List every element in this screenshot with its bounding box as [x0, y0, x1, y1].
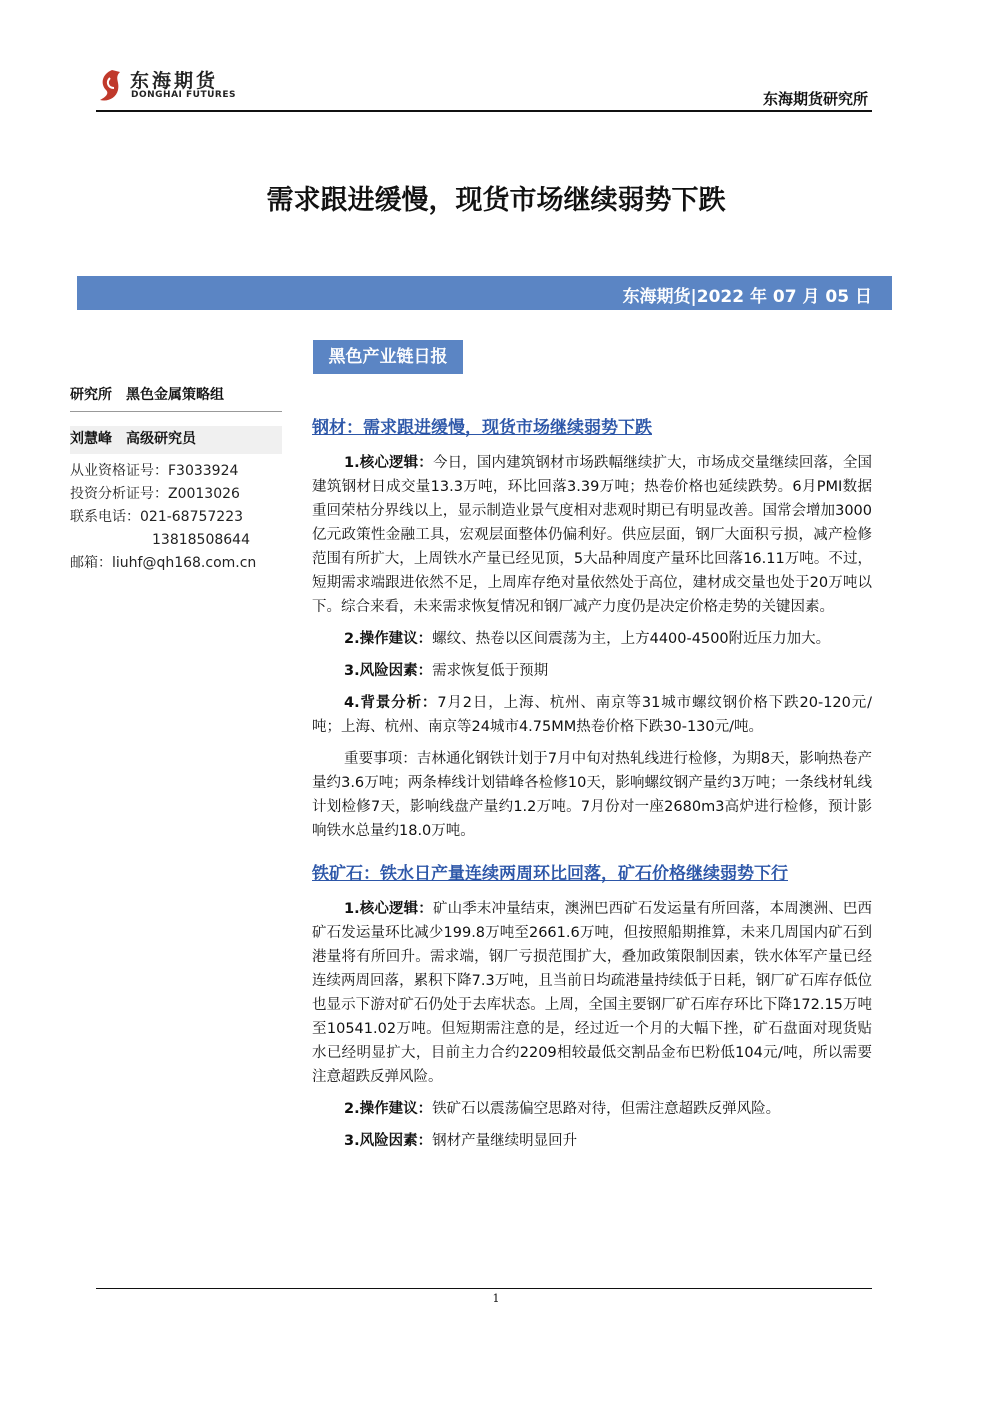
paragraph-text: 螺纹、热卷以区间震荡为主，上方4400-4500附近压力加大。	[432, 631, 831, 647]
header-institute: 东海期货研究所	[762, 90, 868, 108]
paragraph-label: 1.核心逻辑：	[344, 455, 433, 471]
paragraph-label: 4.背景分析：	[344, 695, 438, 711]
steel-risk-factors	[312, 659, 872, 683]
qualification-number: 从业资格证号：F3033924	[70, 463, 239, 479]
steel-core-logic	[312, 451, 872, 619]
paragraph-text: 铁矿石以震荡偏空思路对待，但需注意超跌反弹风险。	[432, 1101, 781, 1117]
analyst-name: 刘慧峰 高级研究员	[70, 426, 282, 454]
page-title: 需求跟进缓慢，现货市场继续弱势下跌	[266, 185, 726, 216]
paragraph-text: 今日，国内建筑钢材市场跌幅继续扩大，市场成交量继续回落，全国建筑钢材日成交量13.3万吨，环比回落3.39万吨；热卷价格也延续跌势。6月PMI数据重回荣枯分界线以上，显示制造业景气度相对悲观时期已有明显改善。国常会增加3000亿元政策性金融工具，宏观层面整体仍偏利好。供应层面，钢厂大面积亏损，减产检修范围有所扩大，上周铁水产量已经见顶，5大品种周度产量环比回落16.11万吨。不过，短期需求端跟进依然不足，上周库存绝对量依然处于高位，建材成交量也处于20万吨以下。综合来看，未来需求恢复情况和钢厂减产力度仍是决定价格走势的关键因素。	[312, 455, 872, 615]
footer-divider	[96, 1288, 872, 1289]
section-title-steel: 钢材：需求跟进缓慢，现货市场继续弱势下跌	[312, 418, 652, 438]
ore-operation-advice	[312, 1097, 872, 1121]
logo-text-cn: 东海期货	[130, 70, 219, 92]
email-address: 邮箱：liuhf@qh168.com.cn	[70, 555, 257, 571]
paragraph-label: 2.操作建议：	[344, 1101, 433, 1117]
steel-operation-advice	[312, 627, 872, 651]
page-number: 1	[492, 1292, 500, 1305]
report-type-tag: 黑色产业链日报	[313, 340, 463, 374]
investment-certificate: 投资分析证号：Z0013026	[70, 486, 240, 502]
date-banner	[77, 276, 892, 310]
logo-emblem-icon	[96, 66, 128, 106]
analyst-sidebar	[70, 383, 282, 575]
steel-background	[312, 691, 872, 739]
report-body	[312, 415, 872, 1153]
steel-important-events	[312, 747, 872, 843]
ore-risk-factors	[312, 1129, 872, 1153]
research-team: 研究所 黑色金属策略组	[70, 383, 282, 412]
phone-number: 联系电话：021-68757223	[70, 509, 244, 525]
paragraph-text: 需求恢复低于预期	[432, 663, 549, 679]
logo-text-en: DONGHAI FUTURES	[131, 90, 236, 100]
paragraph-label: 1.核心逻辑：	[344, 901, 433, 917]
paragraph-label: 3.风险因素：	[344, 1133, 433, 1149]
header-divider	[96, 110, 872, 112]
ore-core-logic	[312, 897, 872, 1089]
paragraph-text: 钢材产量继续明显回升	[432, 1133, 578, 1149]
paragraph-label: 2.操作建议：	[344, 631, 433, 647]
date-text: 东海期货|2022 年 07 月 05 日	[622, 287, 872, 307]
paragraph-text: 重要事项：吉林通化钢铁计划于7月中旬对热轧线进行检修，为期8天，影响热卷产量约3.6万吨；两条棒线计划错峰各检修10天，影响螺纹钢产量约3万吨；一条线材轧线计划检修7天，影响线盘产量约1.2万吨。7月份对一座2680m3高炉进行检修，预计影响铁水总量约18.0万吨。	[312, 751, 872, 839]
paragraph-label: 3.风险因素：	[344, 663, 433, 679]
mobile-number: 13818508644	[152, 532, 250, 548]
paragraph-text: 矿山季末冲量结束，澳洲巴西矿石发运量有所回落，本周澳洲、巴西矿石发运量环比减少199.8万吨至2661.6万吨，但按照船期推算，未来几周国内矿石到港量将有所回升。需求端，钢厂亏损范围扩大，叠加政策限制因素，铁水体军产量已经连续两周回落，累积下降7.3万吨，且当前日均疏港量持续低于日耗，钢厂矿石库存低位也显示下游对矿石仍处于去库状态。上周，全国主要钢厂矿石库存环比下降172.15万吨至10541.02万吨。但短期需注意的是，经过近一个月的大幅下挫，矿石盘面对现货贴水已经明显扩大，目前主力合约2209相较最低交割品金布巴粉低104元/吨，所以需要注意超跌反弹风险。	[312, 901, 872, 1085]
paragraph-text: 7月2日，上海、杭州、南京等31城市螺纹钢价格下跌20-120元/吨；上海、杭州、南京等24城市4.75MM热卷价格下跌30-130元/吨。	[312, 695, 872, 735]
section-title-iron-ore: 铁矿石：铁水日产量连续两周环比回落，矿石价格继续弱势下行	[312, 864, 788, 884]
company-logo	[96, 66, 256, 106]
